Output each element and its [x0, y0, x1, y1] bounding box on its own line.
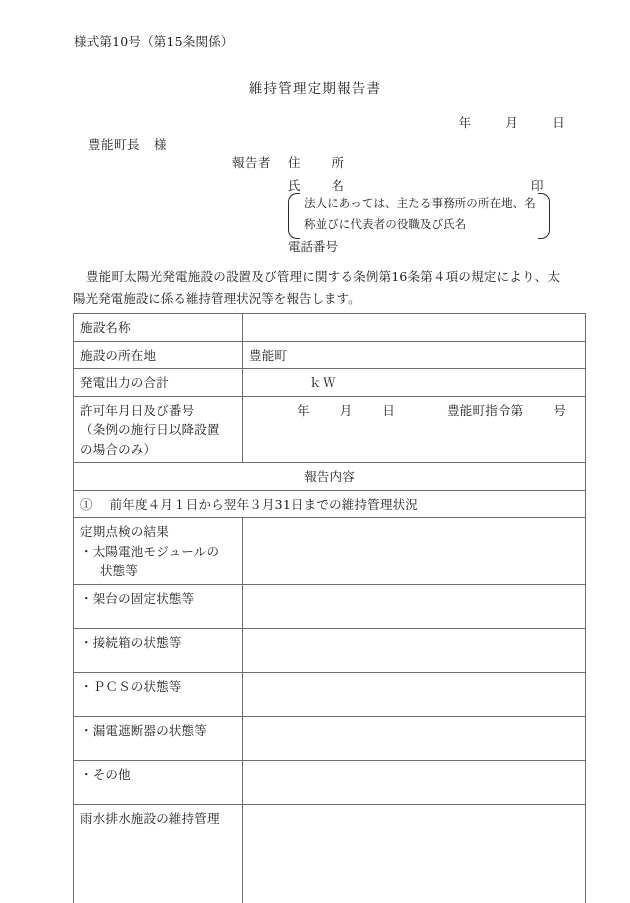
report-content-header: 報告内容 [74, 463, 586, 491]
permit-label [74, 396, 243, 463]
table-row-permit [74, 396, 586, 463]
earth-leakage-breaker-label: ・漏電遮断器の状態等 [74, 716, 243, 760]
stormwater-drainage-label: 雨水排水施設の維持管理 [74, 804, 243, 903]
date-day-label: 日 [552, 115, 565, 130]
junction-box-label: ・接続箱の状態等 [74, 628, 243, 672]
date-month-label: 月 [505, 115, 519, 130]
reporter-address-label [288, 153, 344, 171]
facility-name-value[interactable] [243, 314, 586, 342]
table-row-facility-location [74, 341, 586, 369]
table-row [74, 672, 586, 716]
mount-fixing-label: ・架台の固定状態等 [74, 584, 243, 628]
output-total-unit: ｋＷ [309, 375, 338, 390]
table-row-facility-name [74, 314, 586, 342]
inspection-result-value[interactable] [243, 518, 586, 585]
addressee-name: 豊能町長 [88, 137, 141, 152]
table-row-output-total [74, 369, 586, 397]
reporter-address-label-char1: 住 [288, 155, 301, 170]
table-row [74, 584, 586, 628]
reporter-address-label-char2: 所 [331, 155, 345, 170]
date-line [0, 113, 565, 131]
facility-location-label: 施設の所在地 [74, 341, 243, 369]
reporter-name-label-char1: 氏 [288, 178, 301, 193]
telephone-label: 電話番号 [288, 239, 339, 254]
inspection-result-line3: 状態等 [100, 563, 139, 578]
permit-day-label: 日 [382, 402, 396, 418]
permit-year-label: 年 [297, 402, 310, 418]
permit-value-line [249, 401, 579, 421]
permit-month-label: 月 [339, 402, 353, 418]
permit-number-unit: 号 [553, 402, 567, 418]
reporter-name-label-char2: 名 [331, 178, 345, 193]
other-value[interactable] [243, 760, 586, 804]
permit-order-label: 豊能町指令第 [447, 402, 524, 418]
table-row-report-content-header [74, 463, 586, 491]
document-title: 維持管理定期報告書 [248, 81, 382, 97]
table-row [74, 716, 586, 760]
table-row [74, 628, 586, 672]
table-row [74, 760, 586, 804]
reporter-name-label [288, 176, 344, 194]
table-row [74, 518, 586, 585]
addressee-line [88, 135, 167, 153]
item1-label: ① 前年度４月１日から翌年３月31日までの維持管理状況 [74, 490, 586, 518]
table-row [74, 804, 586, 903]
corporate-note-text: 法人にあっては、主たる事務所の所在地、名称並びに代表者の役職及び氏名 [304, 196, 536, 231]
inspection-result-label [74, 518, 243, 585]
permit-value[interactable] [243, 396, 586, 463]
output-total-label: 発電出力の合計 [74, 369, 243, 397]
other-label: ・その他 [74, 760, 243, 804]
table-row-item1 [74, 490, 586, 518]
form-number: 様式第10号（第15条関係） [74, 34, 234, 49]
inspection-result-line2: ・太陽電池モジュールの [80, 543, 220, 559]
pcs-label: ・ＰＣＳの状態等 [74, 672, 243, 716]
permit-label-line1: 許可年月日及び番号 [80, 402, 195, 418]
corporate-note-bracket [288, 193, 550, 237]
junction-box-value[interactable] [243, 628, 586, 672]
body-paragraph: 豊能町太陽光発電施設の設置及び管理に関する条例第16条第４項の規定により、太陽光発電施設に係る維持管理状況等を報告します。 [73, 269, 560, 306]
seal-mark-label: 印 [531, 178, 544, 193]
pcs-value[interactable] [243, 672, 586, 716]
addressee-honorific: 様 [154, 137, 168, 152]
output-total-value[interactable] [243, 369, 586, 397]
stormwater-drainage-value[interactable] [243, 804, 586, 903]
mount-fixing-value[interactable] [243, 584, 586, 628]
permit-label-line3: の場合のみ） [80, 441, 157, 457]
reporter-label: 報告者 [232, 155, 272, 170]
inspection-result-line1: 定期点検の結果 [80, 524, 169, 539]
facility-location-value[interactable]: 豊能町 [243, 341, 586, 369]
report-table [73, 313, 586, 903]
date-year-label: 年 [458, 115, 472, 130]
earth-leakage-breaker-value[interactable] [243, 716, 586, 760]
facility-name-label: 施設名称 [74, 314, 243, 342]
permit-label-line2: （条例の施行日以降設置 [80, 422, 220, 437]
bracket-left-icon [288, 193, 300, 239]
